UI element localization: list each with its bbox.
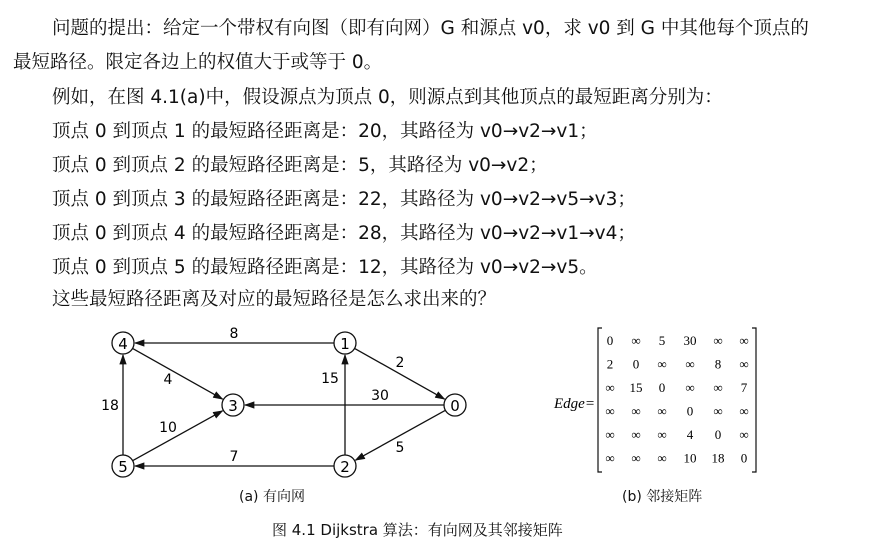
edge-weight-2-5: 7: [229, 449, 239, 465]
figure-caption: 图 4.1 Dijkstra 算法：有向网及其邻接矩阵: [272, 521, 563, 539]
matrix-cell-2-5: 7: [740, 380, 748, 395]
matrix-cell-2-1: 15: [629, 380, 643, 395]
path-line-4: 顶点 0 到顶点 4 的最短路径距离是：28，其路径为 v0→v2→v1→v4；: [52, 223, 636, 244]
matrix-cell-3-5: ∞: [739, 403, 749, 419]
matrix-cell-1-1: 0: [632, 356, 640, 372]
vertex-label-0: 0: [450, 397, 460, 415]
edge-weight-5-3: 10: [159, 420, 177, 436]
matrix-cell-2-4: ∞: [713, 380, 723, 395]
matrix-cell-5-0: ∞: [605, 450, 615, 466]
matrix-cell-0-1: ∞: [631, 333, 641, 348]
example-intro: 例如，在图 4.1(a)中，假设源点为顶点 0，则源点到其他顶点的最短距离分别为：: [52, 87, 723, 108]
matrix-cell-1-0: 2: [606, 356, 614, 372]
edge-weight-4-3: 4: [163, 372, 173, 388]
matrix-cell-4-3: 4: [686, 427, 694, 442]
matrix-cell-5-4: 18: [711, 450, 725, 466]
edge-weight-1-4: 8: [229, 326, 239, 342]
matrix-cell-2-2: 0: [658, 380, 666, 395]
matrix-caption: (b) 邻接矩阵: [622, 489, 703, 505]
path-line-5: 顶点 0 到顶点 5 的最短路径距离是：12，其路径为 v0→v2→v5。: [52, 257, 598, 278]
matrix-cell-0-4: ∞: [713, 333, 723, 348]
directed-graph: [90, 318, 480, 488]
matrix-cell-3-1: ∞: [631, 403, 641, 419]
edge-4-to-3: [133, 348, 223, 399]
matrix-cell-5-2: ∞: [657, 450, 667, 466]
question-line: 这些最短路径距离及对应的最短路径是怎么求出来的？: [52, 289, 497, 310]
vertex-label-4: 4: [118, 335, 128, 353]
intro-line-1: 问题的提出：给定一个带权有向图（即有向网）G 和源点 v0，求 v0 到 G 中其他每个顶点的: [52, 18, 809, 39]
intro-line-2: 最短路径。限定各边上的权值大于或等于 0。: [13, 52, 383, 73]
matrix-cell-2-3: ∞: [685, 380, 695, 395]
matrix-label: Edge=: [554, 396, 595, 412]
matrix-cell-0-0: 0: [606, 333, 614, 348]
matrix-cell-3-2: ∞: [657, 403, 667, 419]
matrix-cell-0-2: 5: [658, 333, 666, 348]
vertex-label-3: 3: [228, 397, 238, 415]
edge-5-to-3: [133, 411, 223, 461]
matrix-cell-4-5: ∞: [739, 427, 749, 442]
adjacency-matrix: [548, 326, 778, 476]
matrix-brackets: [598, 328, 756, 472]
matrix-cell-1-2: ∞: [657, 356, 667, 372]
matrix-cell-4-1: ∞: [631, 427, 641, 442]
edge-weight-5-4: 18: [101, 398, 119, 414]
matrix-cell-5-1: ∞: [631, 450, 641, 466]
path-line-3: 顶点 0 到顶点 3 的最短路径距离是：22，其路径为 v0→v2→v5→v3；: [52, 189, 636, 210]
matrix-cell-1-3: ∞: [685, 356, 695, 372]
edge-weight-0-3: 30: [371, 388, 389, 404]
path-line-1: 顶点 0 到顶点 1 的最短路径距离是：20，其路径为 v0→v2→v1；: [52, 121, 598, 142]
matrix-cell-4-4: 0: [714, 427, 722, 442]
edge-weight-2-1: 15: [321, 371, 339, 387]
graph-caption: (a) 有向网: [239, 489, 305, 505]
matrix-cell-4-0: ∞: [605, 427, 615, 442]
vertex-label-2: 2: [340, 458, 350, 476]
matrix-cell-1-5: ∞: [739, 356, 749, 372]
matrix-cell-4-2: ∞: [657, 427, 667, 442]
matrix-cell-3-0: ∞: [605, 403, 615, 419]
path-line-2: 顶点 0 到顶点 2 的最短路径距离是：5，其路径为 v0→v2；: [52, 155, 548, 176]
vertex-label-5: 5: [118, 458, 128, 476]
matrix-cell-0-3: 30: [683, 333, 697, 348]
edge-weight-1-0: 2: [395, 355, 405, 371]
vertex-label-1: 1: [340, 335, 350, 353]
matrix-cell-3-3: 0: [686, 403, 694, 419]
matrix-cell-5-3: 10: [683, 450, 697, 466]
matrix-cell-0-5: ∞: [739, 333, 749, 348]
matrix-cell-1-4: 8: [714, 356, 722, 372]
matrix-cell-5-5: 0: [740, 450, 748, 466]
edge-weight-0-2: 5: [395, 440, 405, 456]
matrix-cell-2-0: ∞: [605, 380, 615, 395]
matrix-cell-3-4: ∞: [713, 403, 723, 419]
